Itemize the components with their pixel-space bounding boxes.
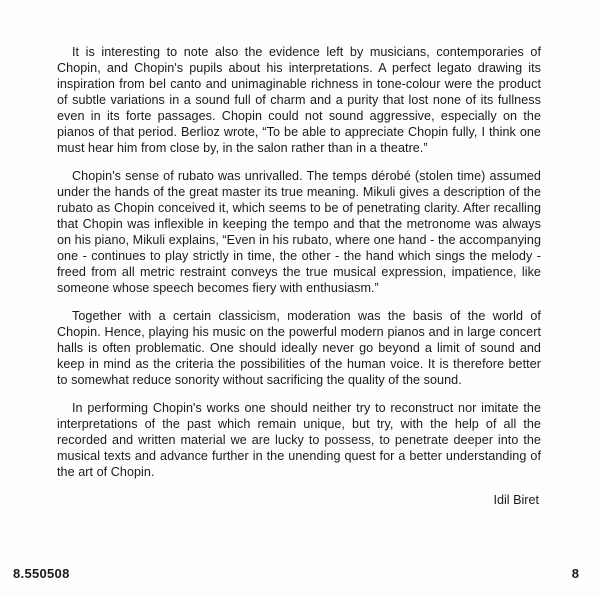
author-signature: Idil Biret [493, 493, 539, 507]
paragraph-evidence-of-musicians: It is interesting to note also the evidence left by musicians, contemporaries of Chopin, and Chopin's pupils about his interpretations. A perfect legato drawing its inspiration from bel canto and unimaginable richness in tone-colour were the product of subtle variations in a sound full of charm and a purity that lost none of its fullness even in its forte passages. Chopin could not sound aggressive, especially on the pianos of that period. Berlioz wrote, “To be able to appreciate Chopin fully, I think one must hear him from close by, in the salon rather than in a theatre.” [57, 45, 541, 155]
catalog-number: 8.550508 [13, 566, 70, 581]
paragraph-rubato: Chopin's sense of rubato was unrivalled. The temps dérobé (stolen time) assumed under the hands of the great master its true meaning. Mikuli gives a description of the rubato as Chopin conceived it, which seems to be of penetrating clarity. After recalling that Chopin was inflexible in keeping the tempo and that the metronome was always on his piano, Mikuli explains, “Even in his rubato, where one hand - the accompanying one - continues to play strictly in time, the other - the hand which sings the melody - freed from all metric restraint conveys the true musical expression, impatience, like someone whose speech becomes fiery with enthusiasm.” [57, 169, 541, 295]
paragraph-performing: In performing Chopin's works one should neither try to reconstruct nor imitate the interpretations of the past which remain unique, but try, with the help of all the recorded and written material we are lucky to possess, to penetrate deeper into the musical texts and advance further in the unending quest for a better understanding of the art of Chopin. [57, 401, 541, 479]
essay-text [57, 44, 541, 508]
page-number: 8 [571, 566, 579, 581]
paragraph-classicism: Together with a certain classicism, moderation was the basis of the world of Chopin. Hence, playing his music on the powerful modern pianos and in large concert halls is often problematic. One should ideally never go beyond a limit of sound and keep in mind as the criteria the possibilities of the human voice. It is therefore better to somewhat reduce sonority without sacrificing the quality of the sound. [57, 309, 541, 387]
